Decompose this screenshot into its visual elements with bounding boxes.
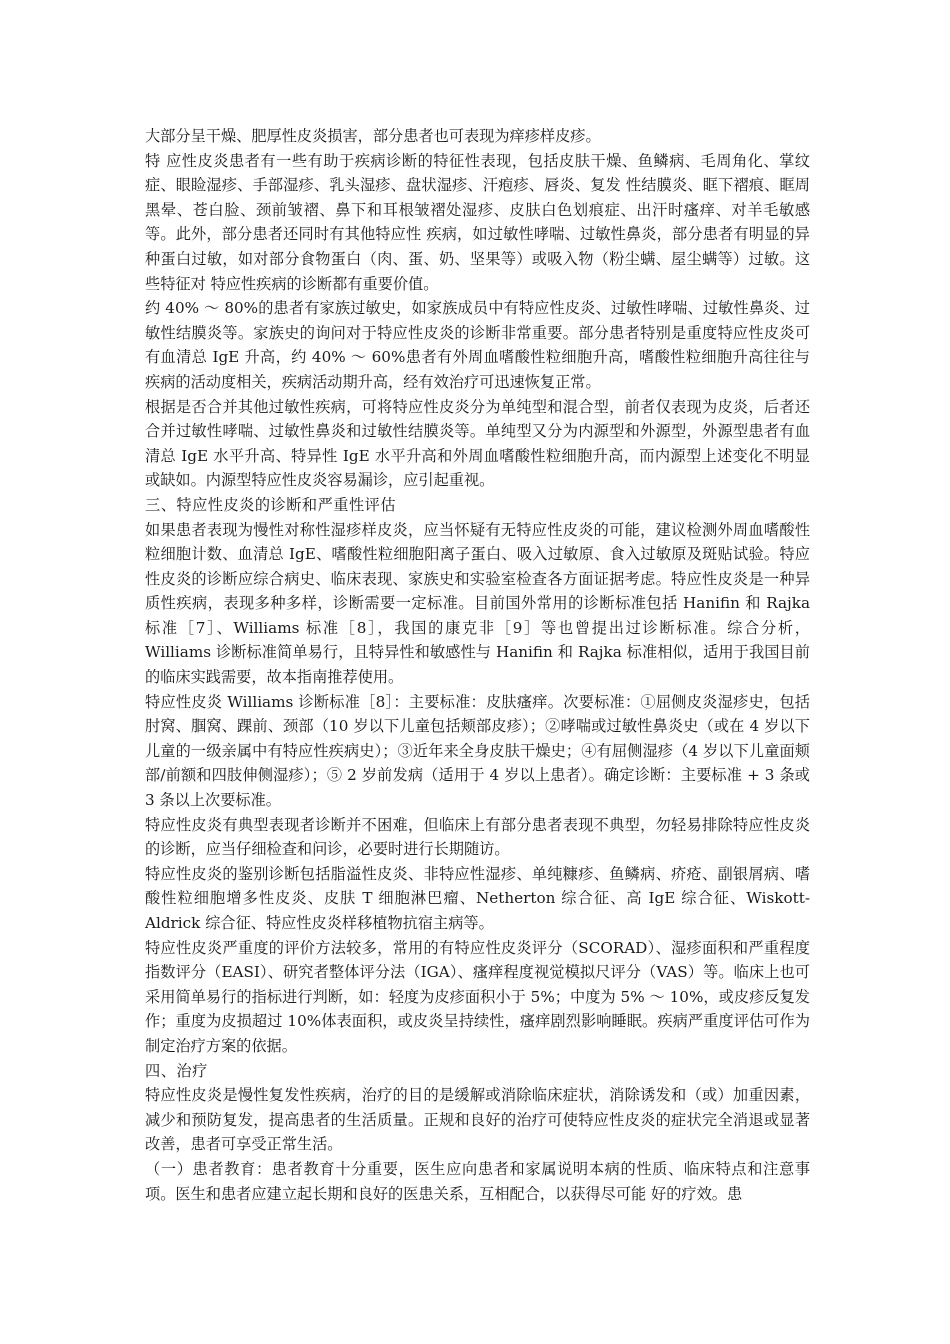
document-body [145,124,810,1206]
paragraph-williams-criteria: 特应性皮炎 Williams 诊断标准［8］：主要标准：皮肤瘙痒。次要标准：①屈侧皮炎湿疹史，包括肘窝、腘窝、踝前、颈部（10 岁以下儿童包括颊部皮疹）；②哮喘或过敏性鼻炎史（或在 4 岁以下儿童的一级亲属中有特应性疾病史）；③近年来全身皮肤干燥史；④有屈侧湿疹（4 岁以下儿童面颊部/前额和四肢伸侧湿疹）；⑤ 2 岁前发病（适用于 4 岁以上患者）。确定诊断：主要标准 + 3 条或 3 条以上次要标准。 [145,692,810,810]
section-heading-treatment: 四、治疗 [145,1061,208,1080]
paragraph-treatment-goals: 特应性皮炎是慢性复发性疾病，治疗的目的是缓解或消除临床症状，消除诱发和（或）加重因素，减少和预防复发，提高患者的生活质量。正规和良好的治疗可使特应性皮炎的症状完全消退或显著改善，患者可享受正常生活。 [145,1086,810,1154]
paragraph-lesion-summary: 大部分呈干燥、肥厚性皮炎损害，部分患者也可表现为痒疹样皮疹。 [145,127,601,145]
paragraph-family-history: 约 40% ～ 80%的患者有家族过敏史，如家族成员中有特应性皮炎、过敏性哮喘、过敏性鼻炎、过敏性结膜炎等。家族史的询问对于特应性皮炎的诊断非常重要。部分患者特别是重度特应性皮炎可有血清总 IgE 升高，约 40% ～ 60%患者有外周血嗜酸性粒细胞升高，嗜酸性粒细胞升高往往与疾病的活动度相关，疾病活动期升高，经有效治疗可迅速恢复正常。 [145,299,810,391]
paragraph-atypical-cases: 特应性皮炎有典型表现者诊断并不困难，但临床上有部分患者表现不典型，勿轻易排除特应性皮炎的诊断，应当仔细检查和问诊，必要时进行长期随访。 [145,815,810,859]
paragraph-differential-diagnosis: 特应性皮炎的鉴别诊断包括脂溢性皮炎、非特应性湿疹、单纯糠疹、鱼鳞病、疥疮、副银屑病、嗜酸性粒细胞增多性皮炎、皮肤 T 细胞淋巴瘤、Netherton 综合征、高 IgE 综合征、Wiskott-Aldrick 综合征、特应性皮炎样移植物抗宿主病等。 [145,864,810,932]
section-heading-diagnosis: 三、特应性皮炎的诊断和严重性评估 [145,495,396,514]
paragraph-severity-assessment: 特应性皮炎严重度的评价方法较多，常用的有特应性皮炎评分（SCORAD）、湿疹面积和严重程度指数评分（EASI）、研究者整体评分法（IGA）、瘙痒程度视觉模拟尺评分（VAS）等。临床上也可采用简单易行的指标进行判断，如：轻度为皮疹面积小于 5%；中度为 5% ～ 10%，或皮疹反复发作；重度为皮损超过 10%体表面积，或皮炎呈持续性，瘙痒剧烈影响睡眠。疾病严重度评估可作为制定治疗方案的依据。 [145,938,810,1055]
paragraph-diagnostic-criteria: 如果患者表现为慢性对称性湿疹样皮炎，应当怀疑有无特应性皮炎的可能，建议检测外周血嗜酸性粒细胞计数、血清总 IgE、嗜酸性粒细胞阳离子蛋白、吸入过敏原、食入过敏原及斑贴试验。特应性皮炎的诊断应综合病史、临床表现、家族史和实验室检查各方面证据考虑。特应性皮炎是一种异质性疾病，表现多种多样，诊断需要一定标准。目前国外常用的诊断标准包括 Hanifin 和 Rajka 标准［7］、Williams 标准［8］，我国的康克非［9］等也曾提出过诊断标准。综合分析，Williams 诊断标准简单易行，且特异性和敏感性与 Hanifin 和 Rajka 标准相似，适用于我国目前的临床实践需要，故本指南推荐使用。 [145,520,810,687]
paragraph-characteristic-signs: 特 应性皮炎患者有一些有助于疾病诊断的特征性表现，包括皮肤干燥、鱼鳞病、毛周角化、掌纹症、眼睑湿疹、手部湿疹、乳头湿疹、盘状湿疹、汗疱疹、唇炎、复发 性结膜炎、眶下褶痕、眶周黑晕、苍白脸、颈前皱褶、鼻下和耳根皱褶处湿疹、皮肤白色划痕症、出汗时瘙痒、对羊毛敏感等。此外，部分患者还同时有其他特应性 疾病，如过敏性哮喘、过敏性鼻炎，部分患者有明显的异种蛋白过敏，如对部分食物蛋白（肉、蛋、奶、坚果等）或吸入物（粉尘螨、屋尘螨等）过敏。这些特征对 特应性疾病的诊断都有重要价值。 [145,151,810,293]
paragraph-patient-education: （一）患者教育：患者教育十分重要，医生应向患者和家属说明本病的性质、临床特点和注意事项。医生和患者应建立起长期和良好的医患关系，互相配合，以获得尽可能 好的疗效。患 [145,1159,810,1203]
paragraph-classification: 根据是否合并其他过敏性疾病，可将特应性皮炎分为单纯型和混合型，前者仅表现为皮炎，后者还合并过敏性哮喘、过敏性鼻炎和过敏性结膜炎等。单纯型又分为内源型和外源型，外源型患者有血清总 IgE 水平升高、特异性 IgE 水平升高和外周血嗜酸性粒细胞升高，而内源型上述变化不明显或缺如。内源型特应性皮炎容易漏诊，应引起重视。 [145,397,810,490]
